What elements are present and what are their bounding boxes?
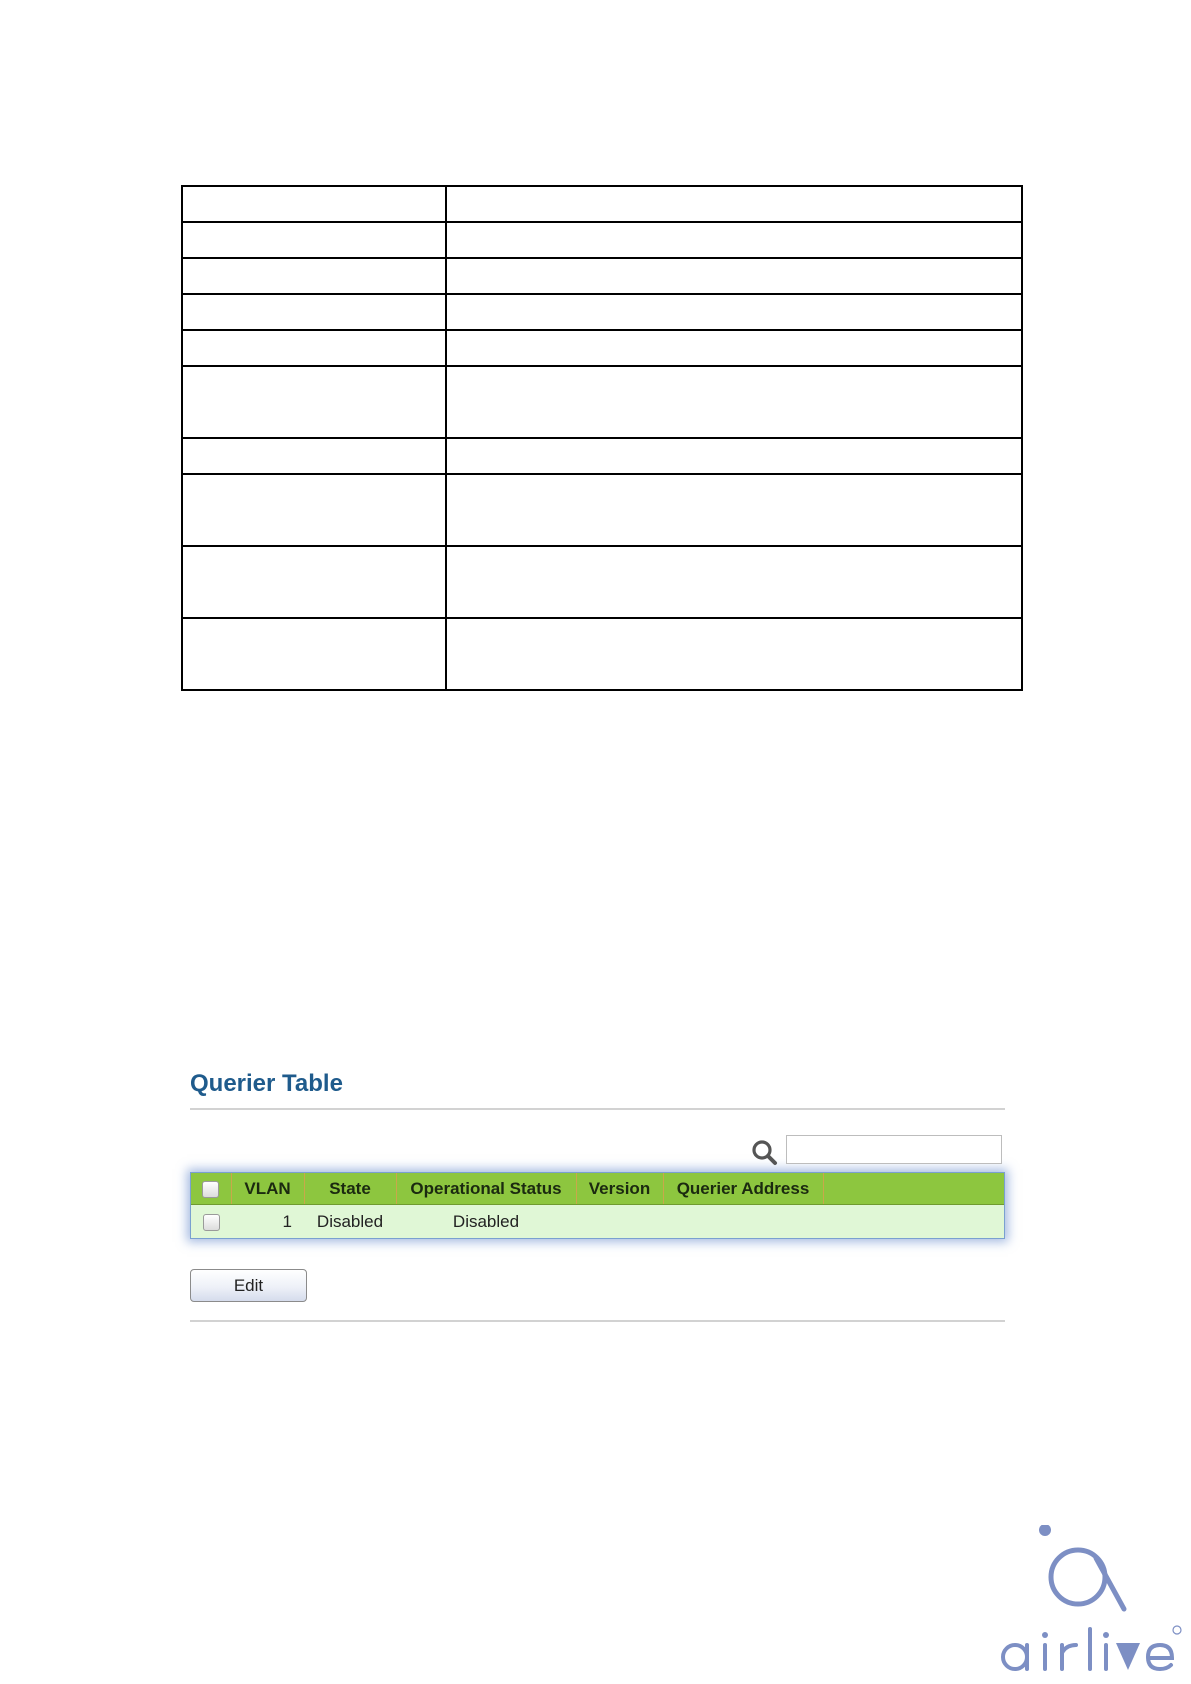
querier-table-panel bbox=[190, 1068, 1005, 1322]
table-row bbox=[182, 474, 1022, 546]
param-cell bbox=[182, 546, 446, 618]
description-cell bbox=[446, 618, 1022, 690]
querier-grid bbox=[190, 1172, 1005, 1239]
param-cell bbox=[182, 330, 446, 366]
description-cell bbox=[446, 330, 1022, 366]
state-cell: Disabled bbox=[304, 1205, 396, 1239]
search-bar bbox=[190, 1132, 1005, 1172]
panel-title: Querier Table bbox=[190, 1070, 343, 1097]
param-cell bbox=[182, 366, 446, 438]
operational-status-cell: Disabled bbox=[396, 1205, 576, 1239]
param-cell bbox=[182, 618, 446, 690]
table-row bbox=[182, 618, 1022, 690]
param-cell bbox=[182, 474, 446, 546]
divider bbox=[190, 1320, 1005, 1322]
description-cell bbox=[446, 186, 1022, 222]
description-cell bbox=[446, 438, 1022, 474]
column-header-vlan[interactable]: VLAN bbox=[231, 1173, 304, 1205]
description-cell bbox=[446, 294, 1022, 330]
spacer-cell bbox=[823, 1205, 1004, 1239]
table-row bbox=[182, 330, 1022, 366]
table-row bbox=[182, 294, 1022, 330]
querier-table bbox=[191, 1173, 1004, 1238]
airlive-logo bbox=[1000, 1525, 1182, 1675]
description-cell bbox=[446, 366, 1022, 438]
parameter-table bbox=[181, 185, 1023, 691]
edit-button[interactable]: Edit bbox=[190, 1269, 307, 1302]
row-checkbox[interactable] bbox=[203, 1214, 220, 1231]
table-row bbox=[182, 366, 1022, 438]
version-cell bbox=[576, 1205, 663, 1239]
table-row bbox=[182, 186, 1022, 222]
param-cell bbox=[182, 294, 446, 330]
column-header-spacer bbox=[823, 1173, 1004, 1205]
description-cell bbox=[446, 258, 1022, 294]
table-header-row bbox=[191, 1173, 1004, 1205]
table-row bbox=[182, 222, 1022, 258]
divider bbox=[190, 1108, 1005, 1110]
table-row bbox=[182, 438, 1022, 474]
param-cell bbox=[182, 438, 446, 474]
select-all-checkbox[interactable] bbox=[202, 1181, 219, 1198]
param-cell bbox=[182, 258, 446, 294]
search-input[interactable] bbox=[786, 1135, 1002, 1164]
table-row bbox=[182, 258, 1022, 294]
row-select-cell bbox=[191, 1205, 231, 1239]
select-all-cell bbox=[191, 1173, 231, 1205]
column-header-operational-status[interactable]: Operational Status bbox=[396, 1173, 576, 1205]
description-cell bbox=[446, 546, 1022, 618]
param-cell bbox=[182, 186, 446, 222]
description-cell bbox=[446, 222, 1022, 258]
search-icon[interactable] bbox=[750, 1138, 778, 1166]
column-header-querier-address[interactable]: Querier Address bbox=[663, 1173, 823, 1205]
column-header-state[interactable]: State bbox=[304, 1173, 396, 1205]
table-row bbox=[182, 546, 1022, 618]
querier-address-cell bbox=[663, 1205, 823, 1239]
description-cell bbox=[446, 474, 1022, 546]
vlan-cell: 1 bbox=[231, 1205, 304, 1239]
table-row[interactable] bbox=[191, 1205, 1004, 1239]
param-cell bbox=[182, 222, 446, 258]
column-header-version[interactable]: Version bbox=[576, 1173, 663, 1205]
